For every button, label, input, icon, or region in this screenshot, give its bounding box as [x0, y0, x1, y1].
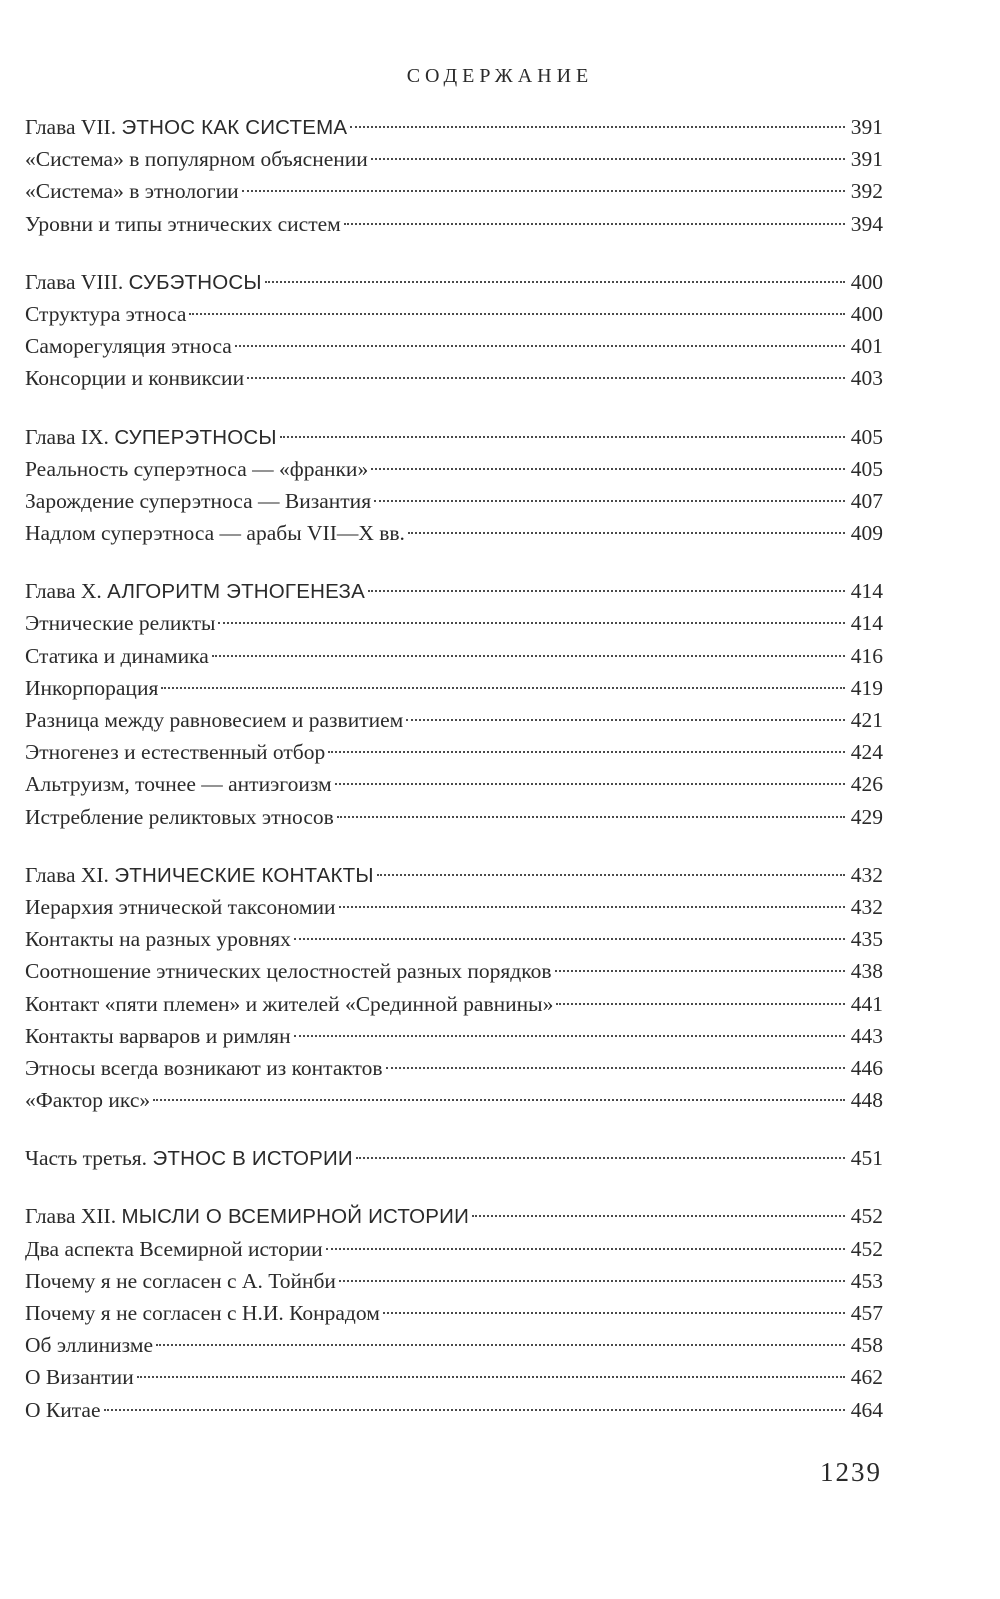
page-ref: 457: [850, 1301, 883, 1325]
dot-leader: [337, 816, 845, 818]
toc-section-entry[interactable]: [25, 1052, 883, 1084]
dot-leader: [556, 1003, 844, 1005]
section-title: Структура этноса: [25, 301, 187, 326]
dot-leader: [377, 874, 845, 876]
chapter-number: Глава IX.: [25, 424, 109, 449]
page-ref: 405: [850, 456, 883, 481]
page-ref: 441: [850, 991, 883, 1016]
section-title: Этнические реликты: [25, 611, 216, 636]
dot-leader: [368, 590, 845, 592]
section-title: Уровни и типы этнических систем: [25, 211, 341, 236]
dot-leader: [265, 281, 845, 283]
section-title: Инкорпорация: [25, 675, 159, 700]
page-ref: 451: [850, 1146, 883, 1171]
chapter-number: Часть третья.: [25, 1146, 148, 1171]
toc-section-entry[interactable]: [25, 362, 883, 394]
dot-leader: [383, 1312, 845, 1314]
section-title: Контакты на разных уровнях: [25, 927, 291, 952]
toc-section-entry[interactable]: [25, 143, 883, 175]
page-ref: 414: [850, 579, 883, 604]
dot-leader: [335, 783, 845, 785]
page-ref: 452: [850, 1236, 883, 1261]
page-ref: 448: [850, 1088, 883, 1113]
section-title: Альтруизм, точнее — антиэгоизм: [25, 772, 332, 797]
table-of-contents: [25, 111, 883, 1426]
page-ref: 419: [850, 675, 883, 700]
page-ref: 452: [850, 1204, 883, 1229]
toc-section-entry[interactable]: [25, 704, 883, 736]
section-title: Надлом суперэтноса — арабы VII—X вв.: [25, 521, 405, 546]
toc-section-entry[interactable]: [25, 453, 883, 485]
section-title: «Система» в популярном объяснении: [25, 147, 368, 172]
section-title: «Фактор икс»: [25, 1088, 151, 1113]
dot-leader: [280, 436, 845, 438]
dot-leader: [294, 1035, 845, 1037]
toc-section-entry[interactable]: [25, 923, 883, 955]
dot-leader: [137, 1376, 845, 1378]
toc-section-entry[interactable]: [25, 1233, 883, 1265]
section-title: Иерархия этнической таксономии: [25, 894, 336, 919]
page-ref: 453: [850, 1268, 883, 1293]
dot-leader: [218, 622, 844, 624]
toc-section-entry[interactable]: [25, 1297, 883, 1329]
toc-section-entry[interactable]: [25, 175, 883, 207]
section-title: Саморегуляция этноса: [25, 334, 232, 359]
dot-leader: [156, 1344, 845, 1346]
toc-section-entry[interactable]: [25, 1361, 883, 1393]
chapter-label: [25, 575, 365, 607]
chapter-label: [25, 859, 374, 891]
chapter-label: [25, 111, 347, 143]
toc-chapter-block: [25, 111, 883, 240]
section-title: Об эллинизме: [25, 1333, 153, 1358]
toc-section-entry[interactable]: [25, 330, 883, 362]
dot-leader: [247, 377, 845, 379]
toc-chapter-entry[interactable]: [25, 1142, 883, 1174]
page-ref: 424: [850, 740, 883, 765]
section-title: Консорции и конвиксии: [25, 366, 245, 391]
page-ref: 458: [850, 1333, 883, 1358]
toc-section-entry[interactable]: [25, 517, 883, 549]
dot-leader: [374, 500, 845, 502]
dot-leader: [371, 158, 845, 160]
toc-section-entry[interactable]: [25, 1394, 883, 1426]
section-title: Контакты варваров и римлян: [25, 1023, 291, 1048]
toc-section-entry[interactable]: [25, 1329, 883, 1361]
toc-section-entry[interactable]: [25, 1084, 883, 1116]
chapter-title: МЫСЛИ О ВСЕМИРНОЙ ИСТОРИИ: [121, 1205, 470, 1229]
toc-chapter-entry[interactable]: [25, 266, 883, 298]
dot-leader: [408, 532, 845, 534]
toc-section-entry[interactable]: [25, 891, 883, 923]
chapter-title: ЭТНОС КАК СИСТЕМА: [121, 116, 348, 139]
section-title: Контакт «пяти племен» и жителей «Срединной равнины»: [25, 991, 554, 1016]
chapter-title: ЭТНОС В ИСТОРИИ: [152, 1147, 353, 1171]
chapter-number: Глава XI.: [25, 862, 109, 887]
chapter-label: [25, 1200, 469, 1232]
dot-leader: [235, 345, 845, 347]
dot-leader: [242, 190, 845, 192]
page-ref: 401: [850, 334, 883, 359]
chapter-number: Глава VIII.: [25, 269, 124, 294]
toc-section-entry[interactable]: [25, 736, 883, 768]
dot-leader: [104, 1409, 845, 1411]
section-title: О Византии: [25, 1365, 134, 1390]
page-title: СОДЕРЖАНИЕ: [406, 65, 594, 87]
page-ref: 446: [850, 1055, 883, 1080]
toc-section-entry[interactable]: [25, 955, 883, 987]
section-title: Почему я не согласен с А. Тойнби: [25, 1268, 336, 1293]
page-ref: 405: [850, 424, 883, 449]
dot-leader: [350, 126, 845, 128]
page-number: 1239: [820, 1457, 882, 1487]
toc-chapter-block: [25, 1200, 883, 1425]
page-ref: 409: [850, 521, 883, 546]
chapter-number: Глава XII.: [25, 1204, 117, 1229]
section-title: Этногенез и естественный отбор: [25, 740, 326, 765]
section-title: Статика и динамика: [25, 643, 209, 668]
page-ref: 438: [850, 959, 883, 984]
dot-leader: [161, 687, 844, 689]
dot-leader: [294, 938, 845, 940]
page-ref: 443: [850, 1023, 883, 1048]
chapter-number: Глава VII.: [25, 115, 117, 139]
dot-leader: [339, 1280, 845, 1282]
toc-chapter-entry[interactable]: [25, 111, 883, 143]
toc-chapter-block: [25, 421, 883, 550]
section-title: О Китае: [25, 1397, 101, 1422]
toc-section-entry[interactable]: [25, 1265, 883, 1297]
page-ref: 391: [850, 115, 883, 139]
dot-leader: [328, 751, 845, 753]
toc-chapter-entry[interactable]: [25, 859, 883, 891]
toc-section-entry[interactable]: [25, 485, 883, 517]
toc-section-entry[interactable]: [25, 801, 883, 833]
dot-leader: [339, 906, 845, 908]
toc-chapter-entry[interactable]: [25, 575, 883, 607]
toc-chapter-entry[interactable]: [25, 1200, 883, 1232]
toc-chapter-block: [25, 859, 883, 1117]
toc-chapter-entry[interactable]: [25, 421, 883, 453]
chapter-label: [25, 421, 277, 453]
page-ref: 407: [850, 488, 883, 513]
page-ref: 394: [850, 211, 883, 236]
dot-leader: [555, 970, 845, 972]
dot-leader: [371, 468, 845, 470]
toc-section-entry[interactable]: [25, 1020, 883, 1052]
page-ref: 416: [850, 643, 883, 668]
chapter-title: СУБЭТНОСЫ: [128, 270, 262, 294]
chapter-label: [25, 1142, 353, 1174]
dot-leader: [472, 1215, 845, 1217]
dot-leader: [153, 1099, 845, 1101]
section-title: Истребление реликтовых этносов: [25, 804, 334, 829]
section-title: Зарождение суперэтноса — Византия: [25, 488, 372, 513]
toc-section-entry[interactable]: [25, 988, 883, 1020]
page-ref: 400: [850, 301, 883, 326]
chapter-title: ЭТНИЧЕСКИЕ КОНТАКТЫ: [114, 863, 374, 887]
toc-section-entry[interactable]: [25, 298, 883, 330]
chapter-title: АЛГОРИТМ ЭТНОГЕНЕЗА: [107, 580, 365, 604]
page-ref: 464: [850, 1397, 883, 1422]
section-title: Соотношение этнических целостностей разных порядков: [25, 959, 552, 984]
section-title: Почему я не согласен с Н.И. Конрадом: [25, 1301, 380, 1325]
section-title: Два аспекта Всемирной истории: [25, 1236, 323, 1261]
toc-section-entry[interactable]: [25, 640, 883, 672]
toc-chapter-block: [25, 266, 883, 395]
page-ref: 426: [850, 772, 883, 797]
chapter-title: СУПЕРЭТНОСЫ: [114, 425, 277, 449]
page-ref: 400: [850, 269, 883, 294]
dot-leader: [386, 1067, 845, 1069]
dot-leader: [406, 719, 845, 721]
toc-section-entry[interactable]: [25, 208, 883, 240]
dot-leader: [189, 313, 844, 315]
page-ref: 414: [850, 611, 883, 636]
dot-leader: [344, 223, 845, 225]
section-title: Реальность суперэтноса — «франки»: [25, 456, 369, 481]
page-ref: 432: [850, 862, 883, 887]
chapter-number: Глава X.: [25, 579, 102, 604]
dot-leader: [212, 655, 845, 657]
chapter-label: [25, 266, 262, 298]
page-ref: 392: [850, 179, 883, 204]
toc-chapter-block: [25, 575, 883, 833]
page-ref: 403: [850, 366, 883, 391]
section-title: Разница между равновесием и развитием: [25, 708, 404, 732]
toc-chapter-block: [25, 1142, 883, 1174]
section-title: «Система» в этнологии: [25, 179, 239, 204]
page-ref: 462: [850, 1365, 883, 1390]
dot-leader: [326, 1248, 845, 1250]
page-ref: 429: [850, 804, 883, 829]
page-ref: 391: [850, 147, 883, 172]
page-ref: 421: [850, 708, 883, 732]
dot-leader: [356, 1157, 845, 1159]
toc-section-entry[interactable]: [25, 768, 883, 800]
page-ref: 435: [850, 927, 883, 952]
section-title: Этносы всегда возникают из контактов: [25, 1055, 383, 1080]
toc-section-entry[interactable]: [25, 672, 883, 704]
toc-section-entry[interactable]: [25, 607, 883, 639]
page-ref: 432: [850, 894, 883, 919]
